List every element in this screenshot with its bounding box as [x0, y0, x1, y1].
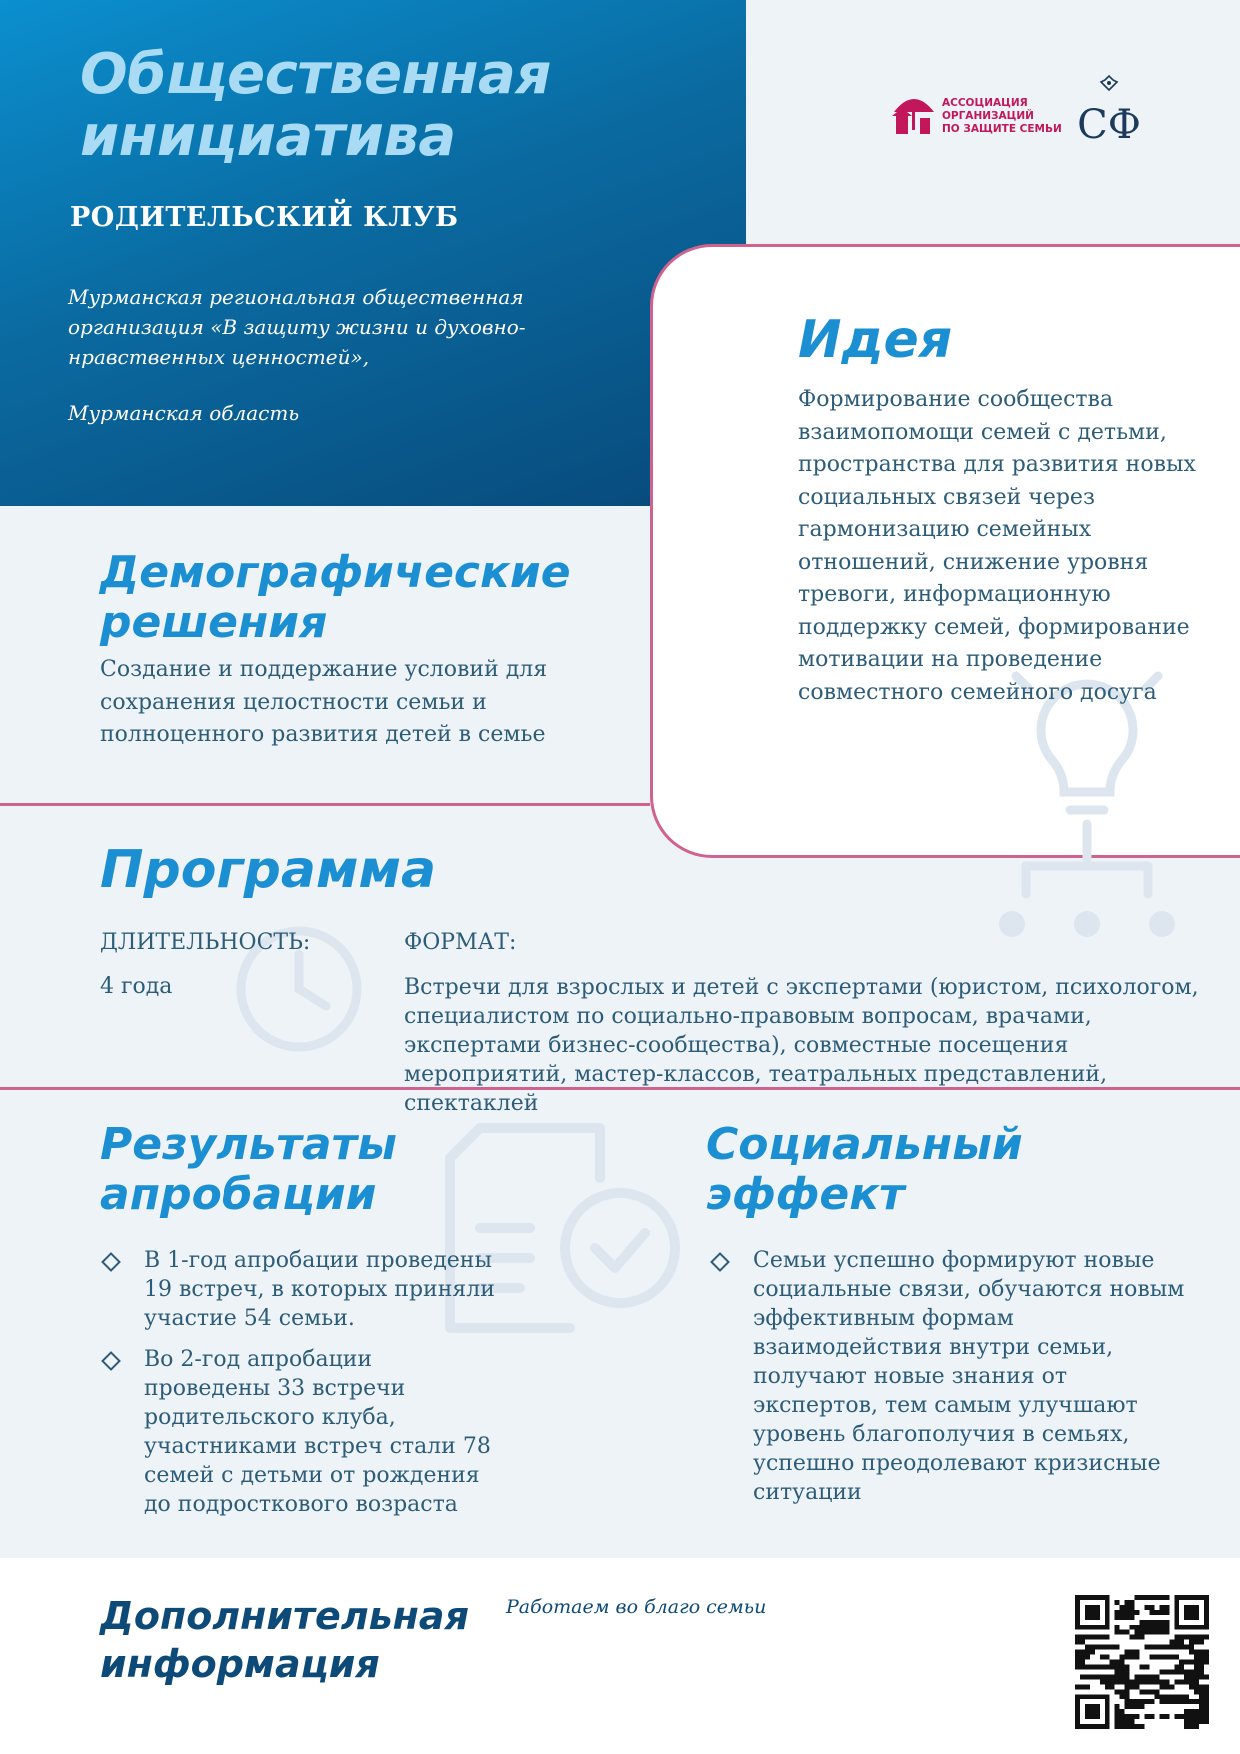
idea-text: Формирование сообщества взаимопомощи семей с детьми, пространства для развития новых социальных связей через гармонизацию семейных отношений, снижение уровня тревоги, информационную поддержку семей, формирование мотивации на проведение совместного семейного досуга: [798, 387, 1196, 705]
diamond-bullet-icon: [101, 1351, 121, 1371]
diamond-bullet-icon: [101, 1252, 121, 1272]
association-line-2: ОРГАНИЗАЦИЙ: [942, 110, 1034, 122]
duration-value: 4 года: [100, 974, 173, 999]
results-list: [100, 1246, 500, 1531]
qr-code-icon[interactable]: [1070, 1590, 1214, 1734]
social-effect-list: [709, 1246, 1189, 1519]
umbrella-house-icon: [890, 86, 938, 138]
results-title: Результаты апробации: [100, 1119, 397, 1220]
association-line-1: АССОЦИАЦИЯ: [942, 97, 1028, 109]
list-item-text: Семьи успешно формируют новые социальные связи, обучаются новым эффективным формам взаимодействия внутри семьи, получают новые знания от экспертов, тем самым улучшают уровень благополучия в семьях, успешно преодолевают кризисные ситуации: [753, 1248, 1185, 1505]
additional-info-title: Дополнительная информация: [100, 1594, 469, 1686]
organization-name: Мурманская региональная общественная организация «В защиту жизни и духовно-нравственных ценностей»,: [68, 285, 526, 369]
format-text: Встречи для взрослых и детей с экспертами (юристом, психологом, специалистом по социально-правовым вопросам, врачами, экспертами бизнес-сообщества), совместные посещения мероприятий, мастер-классов, театральных представлений, спектаклей: [404, 975, 1199, 1116]
demographic-title: Демографические решения: [100, 547, 571, 648]
hero-title: Общественная инициатива: [80, 42, 551, 169]
program-title: Программа: [100, 840, 437, 900]
list-item: [100, 1246, 500, 1333]
divider-line: [0, 803, 650, 806]
duration-label: ДЛИТЕЛЬНОСТЬ:: [100, 930, 311, 955]
idea-title: Идея: [798, 310, 953, 370]
association-logo-text: [942, 97, 1062, 136]
slogan: Работаем во благо семьи: [506, 1596, 767, 1618]
format-label: ФОРМАТ:: [404, 930, 517, 955]
list-item-text: В 1-год апробации проведены 19 встреч, в которых приняли участие 54 семьи.: [144, 1248, 495, 1331]
hero-subtitle: РОДИТЕЛЬСКИЙ КЛУБ: [70, 202, 459, 233]
eagle-emblem-icon: [1101, 76, 1117, 90]
list-item: [709, 1246, 1189, 1507]
list-item-text: Во 2-год апробации проведены 33 встречи родительского клуба, участниками встреч стали 78 семей с детьми от рождения до подросткового возраста: [144, 1347, 491, 1517]
sf-logo: [1068, 74, 1150, 146]
demographic-text: Создание и поддержание условий для сохранения целостности семьи и полноценного развития детей в семье: [100, 657, 548, 747]
diamond-bullet-icon: [710, 1252, 730, 1272]
social-effect-title: Социальный эффект: [706, 1119, 1023, 1220]
association-line-3: ПО ЗАЩИТЕ СЕМЬИ: [942, 123, 1062, 135]
list-item: [100, 1345, 500, 1519]
sf-logo-text: СФ: [1077, 102, 1141, 146]
divider-line: [0, 1087, 1240, 1090]
region-name: Мурманская область: [68, 401, 300, 425]
